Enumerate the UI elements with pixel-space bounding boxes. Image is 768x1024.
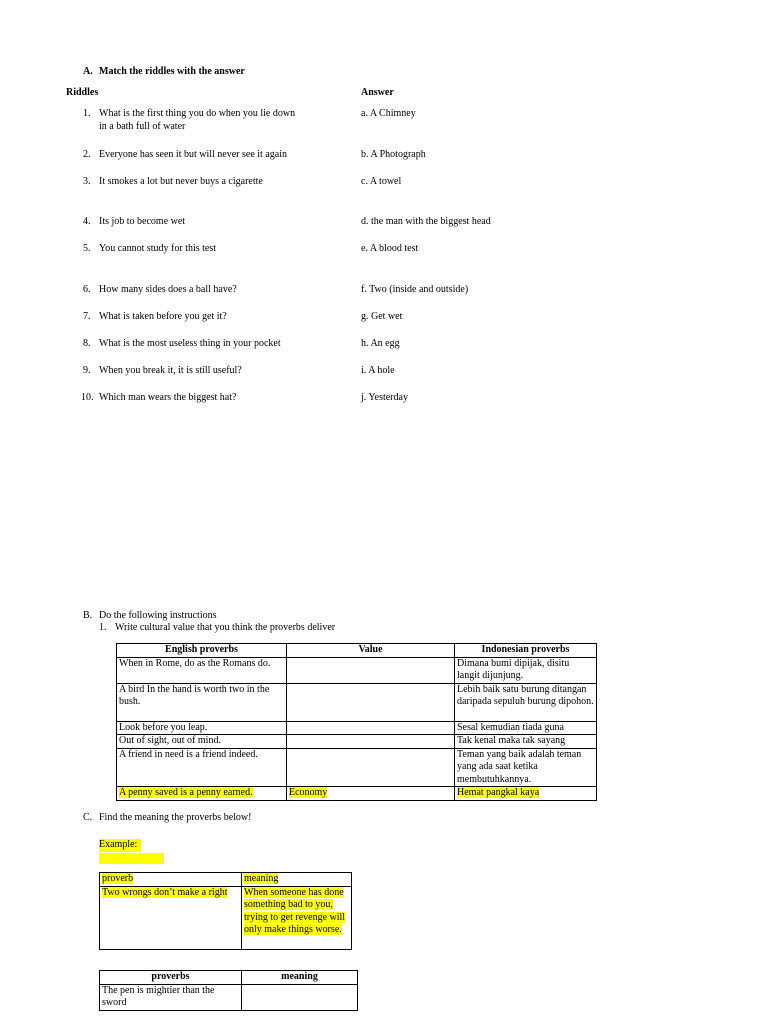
riddle-number: 5. bbox=[83, 243, 91, 254]
riddle-number: 8. bbox=[83, 338, 91, 349]
meaning-cell[interactable] bbox=[242, 984, 358, 1010]
example-proverb-text: Two wrongs don’t make a right bbox=[102, 886, 228, 898]
answer-option: h. An egg bbox=[361, 338, 400, 349]
column-header-value: Value bbox=[287, 644, 455, 658]
value-cell[interactable] bbox=[287, 735, 455, 749]
value-cell[interactable] bbox=[287, 721, 455, 735]
highlighted-value: Economy bbox=[289, 787, 328, 798]
riddle-text: You cannot study for this test bbox=[99, 243, 217, 254]
indonesian-proverb-cell: Tak kenal maka tak sayang bbox=[455, 735, 597, 749]
riddle-number: 2. bbox=[83, 149, 91, 160]
riddle-text: When you break it, it is still useful? bbox=[99, 365, 242, 376]
riddle-text: Its job to become wet bbox=[99, 216, 186, 227]
indonesian-proverb-cell bbox=[455, 787, 597, 801]
answer-option: i. A hole bbox=[361, 365, 395, 376]
table-row bbox=[100, 886, 352, 949]
section-a-heading: Match the riddles with the answer bbox=[99, 66, 245, 77]
value-cell[interactable] bbox=[287, 657, 455, 683]
riddle-text: Which man wears the biggest hat? bbox=[99, 392, 237, 403]
highlighted-english-proverb: A penny saved is a penny earned. bbox=[119, 787, 253, 798]
example-meaning-cell bbox=[242, 886, 352, 949]
answer-option: g. Get wet bbox=[361, 311, 403, 322]
riddle-text: What is taken before you get it? bbox=[99, 311, 227, 322]
column-header-proverb bbox=[100, 873, 242, 887]
column-header-indonesian: Indonesian proverbs bbox=[455, 644, 597, 658]
example-label: Example: bbox=[99, 839, 141, 852]
table-row bbox=[117, 735, 597, 749]
example-proverb-cell bbox=[100, 886, 242, 949]
proverbs-value-table bbox=[116, 643, 597, 801]
riddle-text: How many sides does a ball have? bbox=[99, 284, 237, 295]
riddle-number: 6. bbox=[83, 284, 91, 295]
riddle-text-continued: in a bath full of water bbox=[99, 121, 186, 132]
table-header-row bbox=[117, 644, 597, 658]
value-cell[interactable] bbox=[287, 787, 455, 801]
table-row bbox=[117, 787, 597, 801]
riddle-number: 9. bbox=[83, 365, 91, 376]
riddle-number: 7. bbox=[83, 311, 91, 322]
answer-option: a. A Chimney bbox=[361, 108, 416, 119]
example-highlight-bar bbox=[99, 853, 164, 864]
english-proverb-cell: Out of sight, out of mind. bbox=[117, 735, 287, 749]
table-row bbox=[117, 657, 597, 683]
english-proverb-cell: A bird In the hand is worth two in the bush. bbox=[117, 683, 287, 721]
section-b-heading: Do the following instructions bbox=[99, 610, 217, 621]
example-header-proverb: proverb bbox=[102, 873, 134, 884]
table-row bbox=[117, 748, 597, 787]
answer-option: j. Yesterday bbox=[361, 392, 408, 403]
section-a-letter: A. bbox=[83, 66, 93, 77]
table-header-row bbox=[100, 971, 358, 985]
column-header-proverbs: proverbs bbox=[100, 971, 242, 985]
answer-option: c. A towel bbox=[361, 176, 402, 187]
column-header-meaning: meaning bbox=[242, 971, 358, 985]
answer-option: e. A blood test bbox=[361, 243, 419, 254]
table-row bbox=[117, 683, 597, 721]
riddle-text: It smokes a lot but never buys a cigarette bbox=[99, 176, 263, 187]
example-header-meaning: meaning bbox=[244, 873, 279, 884]
highlighted-indonesian-proverb: Hemat pangkal kaya bbox=[457, 787, 540, 798]
riddle-number: 10. bbox=[81, 392, 94, 403]
proverb-cell: The pen is mightier than the sword bbox=[100, 984, 242, 1010]
riddle-number: 4. bbox=[83, 216, 91, 227]
english-proverb-cell: When in Rome, do as the Romans do. bbox=[117, 657, 287, 683]
indonesian-proverb-cell: Teman yang baik adalah teman yang ada saat ketika membutuhkannya. bbox=[455, 748, 597, 787]
indonesian-proverb-cell: Sesal kemudian tiada guna bbox=[455, 721, 597, 735]
example-table bbox=[99, 872, 352, 950]
table-header-row bbox=[100, 873, 352, 887]
answer-option: d. the man with the biggest head bbox=[361, 216, 491, 227]
answer-option: b. A Photograph bbox=[361, 149, 426, 160]
indonesian-proverb-cell: Dimana bumi dipijak, disitu langit dijunjung. bbox=[455, 657, 597, 683]
table-row bbox=[117, 721, 597, 735]
riddle-text: What is the most useless thing in your pocket bbox=[99, 338, 281, 349]
riddle-number: 3. bbox=[83, 176, 91, 187]
instruction-text: Write cultural value that you think the proverbs deliver bbox=[115, 622, 336, 633]
section-b-letter: B. bbox=[83, 610, 93, 621]
value-cell[interactable] bbox=[287, 748, 455, 787]
english-proverb-cell: Look before you leap. bbox=[117, 721, 287, 735]
english-proverb-cell bbox=[117, 787, 287, 801]
riddle-text: Everyone has seen it but will never see it again bbox=[99, 149, 287, 160]
answer-column-header: Answer bbox=[361, 87, 394, 98]
riddle-number: 1. bbox=[83, 108, 91, 119]
section-c-letter: C. bbox=[83, 812, 93, 823]
table-row bbox=[100, 984, 358, 1010]
value-cell[interactable] bbox=[287, 683, 455, 721]
proverbs-meaning-table bbox=[99, 970, 358, 1011]
column-header-meaning bbox=[242, 873, 352, 887]
answer-option: f. Two (inside and outside) bbox=[361, 284, 469, 295]
indonesian-proverb-cell: Lebih baik satu burung ditangan daripada sepuluh burung dipohon. bbox=[455, 683, 597, 721]
instruction-number: 1. bbox=[99, 622, 107, 633]
section-c-heading: Find the meaning the proverbs below! bbox=[99, 812, 252, 823]
column-header-english: English proverbs bbox=[117, 644, 287, 658]
english-proverb-cell: A friend in need is a friend indeed. bbox=[117, 748, 287, 787]
riddles-column-header: Riddles bbox=[66, 87, 99, 98]
riddle-text: What is the first thing you do when you lie down bbox=[99, 108, 296, 119]
example-meaning-text: When someone has done something bad to you, trying to get revenge will only make things worse. bbox=[244, 886, 346, 935]
